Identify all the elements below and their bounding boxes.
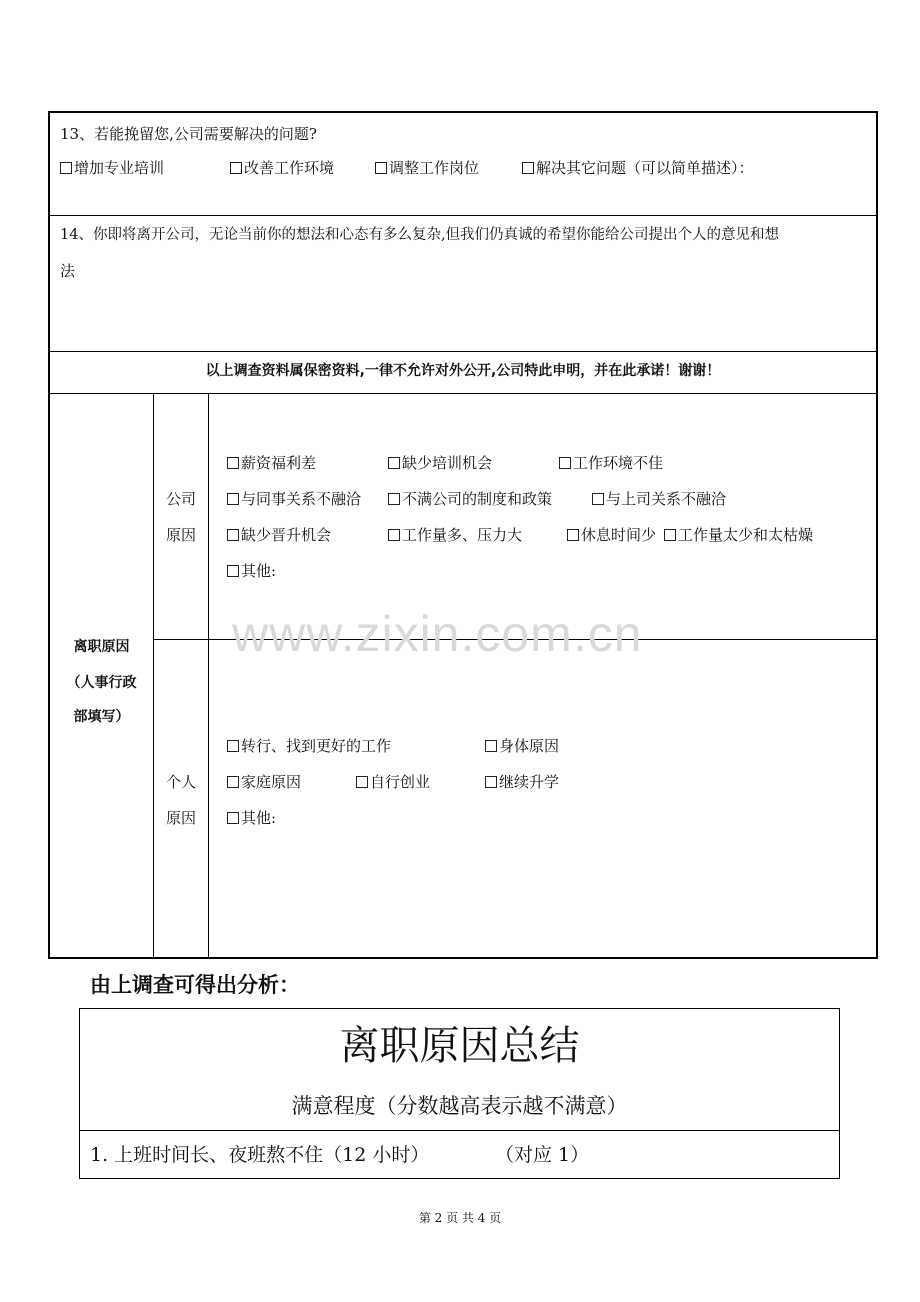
checkbox-icon (227, 565, 239, 577)
checkbox-icon (388, 529, 400, 541)
summary-item-1: 1. 上班时间长、夜班熬不住（12 小时） (90, 1144, 430, 1166)
watermark: www.zixin.com.cn (232, 606, 643, 662)
row-divider-q14 (48, 351, 878, 352)
checkbox-icon (356, 776, 368, 788)
summary-item-1-note: （对应 1） (495, 1144, 590, 1166)
checkbox-icon (227, 493, 239, 505)
q13-option-training[interactable]: 增加专业培训 (60, 158, 164, 178)
row-divider-notice (48, 393, 878, 394)
company-reason-label-line2: 原因 (165, 526, 196, 544)
company-option-policy[interactable]: 不满公司的制度和政策 (388, 489, 552, 509)
q13-title: 13、若能挽留您,公司需要解决的问题? (60, 125, 317, 143)
checkbox-icon (485, 776, 497, 788)
personal-option-startup[interactable]: 自行创业 (356, 772, 430, 792)
row-divider-q13 (48, 215, 878, 216)
checkbox-icon (227, 740, 239, 752)
checkbox-icon (388, 493, 400, 505)
table-right-border (876, 111, 878, 959)
checkbox-icon (60, 162, 72, 174)
table-left-border (48, 111, 50, 959)
personal-option-study[interactable]: 继续升学 (485, 772, 559, 792)
company-option-training[interactable]: 缺少培训机会 (388, 453, 492, 473)
company-option-colleagues[interactable]: 与同事关系不融洽 (227, 489, 361, 509)
q14-title-line2: 法 (60, 262, 76, 280)
checkbox-icon (227, 529, 239, 541)
page-footer: 第 2 页 共 4 页 (418, 1211, 502, 1225)
company-option-environment[interactable]: 工作环境不佳 (559, 453, 663, 473)
company-option-supervisor[interactable]: 与上司关系不融洽 (592, 489, 726, 509)
table-bottom-border (48, 957, 878, 959)
checkbox-icon (388, 457, 400, 469)
checkbox-icon (522, 162, 534, 174)
reason-label-line1: 离职原因 (73, 639, 130, 655)
company-option-rest[interactable]: 休息时间少 (567, 525, 656, 545)
personal-option-better-job[interactable]: 转行、找到更好的工作 (227, 736, 391, 756)
table-top-border (48, 111, 878, 113)
personal-option-other[interactable]: 其他: (227, 808, 276, 828)
personal-reason-label-line1: 个人 (165, 773, 196, 791)
col-divider-2 (208, 393, 209, 958)
checkbox-icon (559, 457, 571, 469)
summary-subtitle: 满意程度（分数越高表示越不满意） (291, 1094, 628, 1118)
summary-divider (79, 1130, 840, 1131)
company-option-promotion[interactable]: 缺少晋升机会 (227, 525, 331, 545)
personal-option-family[interactable]: 家庭原因 (227, 772, 301, 792)
company-reason-label-line1: 公司 (165, 490, 196, 508)
summary-title: 离职原因总结 (339, 1023, 580, 1069)
company-option-other[interactable]: 其他: (227, 561, 276, 581)
reason-label-line3: 部填写） (73, 709, 130, 725)
checkbox-icon (567, 529, 579, 541)
checkbox-icon (375, 162, 387, 174)
checkbox-icon (485, 740, 497, 752)
checkbox-icon (227, 457, 239, 469)
checkbox-icon (227, 776, 239, 788)
confidential-notice: 以上调查资料属保密资料,一律不允许对外公开,公司特此申明，并在此承诺！谢谢！ (205, 363, 721, 379)
q13-option-environment[interactable]: 改善工作环境 (230, 158, 334, 178)
company-option-workload[interactable]: 工作量多、压力大 (388, 525, 522, 545)
company-option-salary[interactable]: 薪资福利差 (227, 453, 316, 473)
checkbox-icon (230, 162, 242, 174)
checkbox-icon (227, 812, 239, 824)
personal-option-health[interactable]: 身体原因 (485, 736, 559, 756)
personal-reason-label-line2: 原因 (165, 809, 196, 827)
checkbox-icon (592, 493, 604, 505)
reason-label-line2: （人事行政 (66, 675, 137, 691)
checkbox-icon (664, 529, 676, 541)
analysis-heading: 由上调查可得出分析： (90, 973, 300, 997)
q14-title-line1: 14、你即将离开公司，无论当前你的想法和心态有多么复杂,但我们仍真诚的希望你能给公司提出个人的意见和想 (60, 227, 780, 243)
q13-option-other[interactable]: 解决其它问题（可以简单描述）： (522, 158, 754, 178)
company-option-boring[interactable]: 工作量太少和太枯燥 (664, 525, 813, 545)
col-divider-1 (153, 393, 154, 958)
q13-option-position[interactable]: 调整工作岗位 (375, 158, 479, 178)
